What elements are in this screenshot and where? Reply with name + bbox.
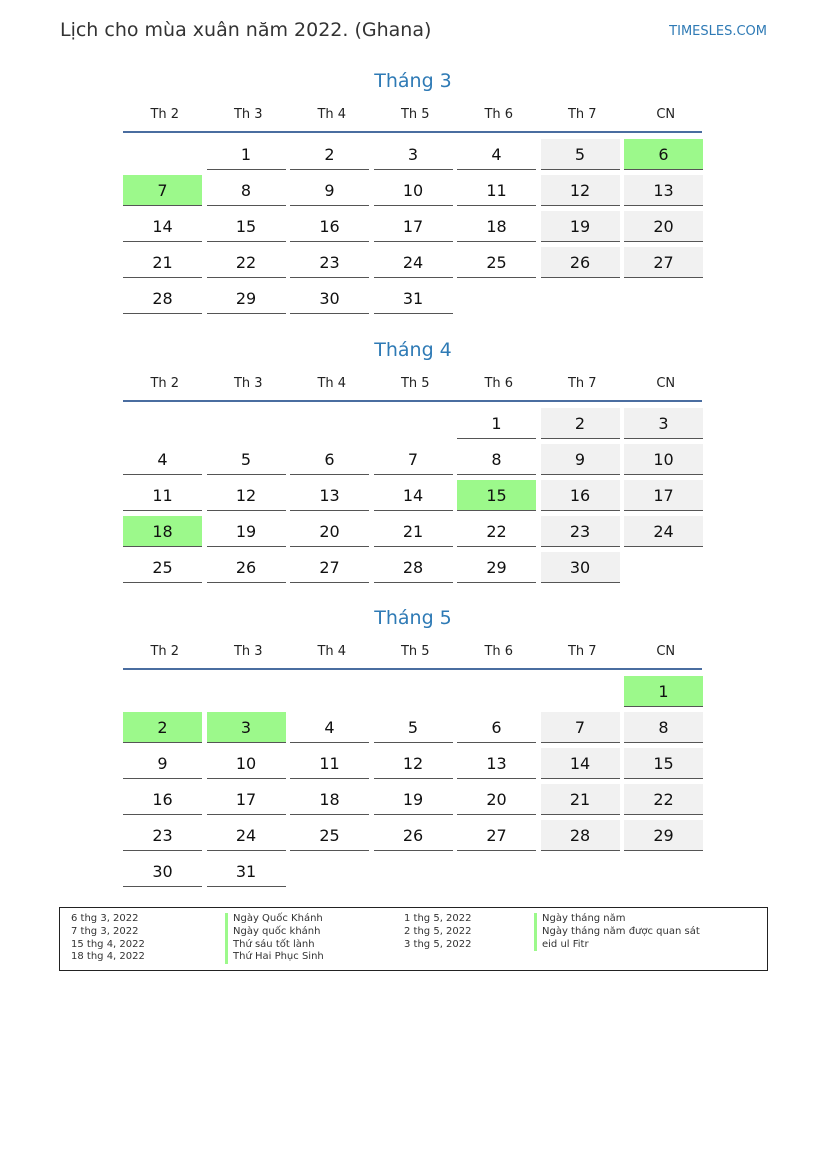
holiday-day[interactable]: 3 [207,712,286,743]
day-number[interactable]: 26 [374,820,453,851]
day-number[interactable]: 26 [207,552,286,583]
day-cell [541,245,625,281]
day-grid [123,674,703,890]
day-cell [457,406,541,442]
day-cell [624,782,708,818]
day-number[interactable]: 18 [457,211,536,242]
legend-date: 3 thg 5, 2022 [404,938,472,950]
day-cell [123,550,207,586]
day-number[interactable]: 10 [207,748,286,779]
day-cell [207,854,291,890]
day-cell [290,173,374,209]
legend-date: 2 thg 5, 2022 [404,925,472,937]
day-cell [624,674,708,710]
day-number[interactable]: 25 [457,247,536,278]
legend-holiday-name: Thứ Hai Phục Sinh [233,951,324,963]
legend-holiday-name: Ngày tháng năm [542,913,626,924]
day-number[interactable]: 17 [624,480,703,511]
legend-holiday-name: Thứ sáu tốt lành [233,938,315,950]
day-cell [457,746,541,782]
day-cell [457,442,541,478]
day-number[interactable]: 23 [541,516,620,547]
empty-cell [290,674,374,710]
day-cell [541,209,625,245]
day-number[interactable]: 31 [374,283,453,314]
day-cell [541,406,625,442]
day-cell [290,514,374,550]
weekday-label: Th 6 [484,376,514,391]
weekday-label: CN [656,376,676,391]
day-number[interactable]: 13 [290,480,369,511]
day-cell [541,442,625,478]
day-number[interactable]: 16 [290,211,369,242]
day-number[interactable]: 1 [207,139,286,170]
empty-cell [123,674,207,710]
day-cell [290,478,374,514]
day-number[interactable]: 2 [290,139,369,170]
legend-names-left [225,913,324,964]
weekday-label: Th 5 [400,107,430,122]
legend-date: 18 thg 4, 2022 [71,951,145,963]
day-number[interactable]: 8 [207,175,286,206]
day-number[interactable]: 12 [541,175,620,206]
day-number[interactable]: 14 [541,748,620,779]
weekday-header [123,635,703,669]
weekday-label: Th 3 [233,644,263,659]
day-cell [624,818,708,854]
day-cell [541,818,625,854]
day-number[interactable]: 27 [457,820,536,851]
day-cell [624,746,708,782]
day-number[interactable]: 26 [541,247,620,278]
day-number[interactable]: 1 [457,408,536,439]
day-cell [541,550,625,586]
day-number[interactable]: 30 [123,856,202,887]
day-number[interactable]: 13 [457,748,536,779]
day-number[interactable]: 9 [123,748,202,779]
day-number[interactable]: 22 [624,784,703,815]
day-cell [123,818,207,854]
day-number[interactable]: 10 [374,175,453,206]
weekday-header [123,367,703,401]
weekday-label: Th 2 [150,376,180,391]
day-number[interactable]: 16 [541,480,620,511]
day-number[interactable]: 9 [290,175,369,206]
day-cell [123,245,207,281]
day-grid [123,406,703,586]
holiday-day[interactable]: 18 [123,516,202,547]
day-cell [207,137,291,173]
day-number[interactable]: 25 [123,552,202,583]
month-title: Tháng 3 [374,70,452,92]
day-number[interactable]: 20 [624,211,703,242]
day-cell [290,782,374,818]
month-title: Tháng 5 [374,607,452,629]
weekday-label: Th 3 [233,376,263,391]
day-number[interactable]: 4 [290,712,369,743]
day-cell [541,746,625,782]
empty-cell [374,406,458,442]
day-cell [207,818,291,854]
day-cell [123,514,207,550]
day-grid [123,137,703,317]
day-cell [123,442,207,478]
day-number[interactable]: 24 [207,820,286,851]
day-cell [457,209,541,245]
month-calendar [123,68,703,317]
weekday-label: Th 5 [400,644,430,659]
day-number[interactable]: 30 [541,552,620,583]
weekday-label: Th 2 [150,107,180,122]
day-number[interactable]: 17 [207,784,286,815]
holiday-legend [59,907,768,971]
day-number[interactable]: 5 [374,712,453,743]
weekday-label: Th 5 [400,376,430,391]
day-number[interactable]: 4 [123,444,202,475]
day-number[interactable]: 15 [624,748,703,779]
day-number[interactable]: 7 [374,444,453,475]
month-calendar [123,605,703,890]
day-number[interactable]: 19 [541,211,620,242]
day-cell [624,442,708,478]
day-cell [207,746,291,782]
day-number[interactable]: 28 [123,283,202,314]
day-number[interactable]: 27 [290,552,369,583]
day-number[interactable]: 30 [290,283,369,314]
weekday-label: Th 7 [567,376,597,391]
empty-cell [290,406,374,442]
day-cell [457,245,541,281]
page-title: Lịch cho mùa xuân năm 2022. (Ghana) [60,19,432,41]
day-number[interactable]: 8 [457,444,536,475]
weekday-header [123,98,703,132]
day-cell [374,818,458,854]
legend-dates-right [404,913,472,951]
day-number[interactable]: 23 [123,820,202,851]
legend-date: 1 thg 5, 2022 [404,913,472,924]
day-number[interactable]: 14 [374,480,453,511]
day-cell [374,782,458,818]
day-number[interactable]: 20 [457,784,536,815]
day-cell [290,281,374,317]
day-cell [290,818,374,854]
legend-holiday-name: eid ul Fitr [542,938,589,950]
day-cell [207,478,291,514]
empty-cell [541,674,625,710]
day-cell [624,209,708,245]
day-cell [207,514,291,550]
day-cell [374,442,458,478]
day-cell [374,281,458,317]
day-cell [541,514,625,550]
day-cell [374,746,458,782]
day-cell [374,209,458,245]
day-number[interactable]: 24 [374,247,453,278]
day-cell [374,245,458,281]
legend-date: 7 thg 3, 2022 [71,925,139,937]
day-number[interactable]: 22 [457,516,536,547]
day-cell [207,173,291,209]
day-cell [374,137,458,173]
day-cell [123,854,207,890]
day-cell [541,782,625,818]
legend-date: 6 thg 3, 2022 [71,913,139,924]
weekday-label: Th 7 [567,644,597,659]
day-number[interactable]: 23 [290,247,369,278]
day-cell [457,173,541,209]
day-cell [207,442,291,478]
day-cell [457,818,541,854]
day-number[interactable]: 27 [624,247,703,278]
weekday-label: Th 4 [317,107,347,122]
day-number[interactable]: 11 [123,480,202,511]
day-cell [290,245,374,281]
day-cell [123,782,207,818]
empty-cell [123,137,207,173]
day-number[interactable]: 17 [374,211,453,242]
empty-cell [207,406,291,442]
legend-holiday-name: Ngày quốc khánh [233,925,321,937]
day-cell [457,782,541,818]
day-number[interactable]: 7 [541,712,620,743]
day-number[interactable]: 29 [207,283,286,314]
day-number[interactable]: 28 [374,552,453,583]
day-number[interactable]: 22 [207,247,286,278]
holiday-day[interactable]: 2 [123,712,202,743]
day-number[interactable]: 20 [290,516,369,547]
day-cell [374,550,458,586]
month-title: Tháng 4 [374,339,452,361]
legend-holiday-name: Ngày tháng năm được quan sát [542,925,700,937]
day-cell [290,550,374,586]
day-cell [207,782,291,818]
day-cell [457,550,541,586]
day-cell [290,442,374,478]
day-number[interactable]: 29 [457,552,536,583]
legend-names-right [534,913,700,951]
day-number[interactable]: 13 [624,175,703,206]
day-cell [290,710,374,746]
weekday-label: Th 4 [317,376,347,391]
day-cell [207,281,291,317]
day-cell [207,710,291,746]
day-cell [207,245,291,281]
site-link[interactable]: TIMESLES.COM [669,24,767,39]
day-number[interactable]: 21 [374,516,453,547]
day-number[interactable]: 3 [374,139,453,170]
day-cell [207,209,291,245]
day-cell [541,478,625,514]
day-cell [123,209,207,245]
weekday-label: Th 6 [484,107,514,122]
day-cell [624,137,708,173]
weekday-label: CN [656,107,676,122]
weekday-label: Th 6 [484,644,514,659]
day-number[interactable]: 19 [207,516,286,547]
day-number[interactable]: 9 [541,444,620,475]
day-number[interactable]: 18 [290,784,369,815]
day-cell [541,137,625,173]
day-cell [541,710,625,746]
day-cell [541,173,625,209]
day-cell [374,478,458,514]
day-number[interactable]: 19 [374,784,453,815]
day-cell [123,478,207,514]
weekday-label: Th 7 [567,107,597,122]
day-number[interactable]: 4 [457,139,536,170]
day-cell [624,514,708,550]
empty-cell [374,674,458,710]
weekday-label: Th 3 [233,107,263,122]
day-number[interactable]: 12 [207,480,286,511]
holiday-day[interactable]: 7 [123,175,202,206]
day-cell [457,137,541,173]
day-cell [123,746,207,782]
day-number[interactable]: 21 [541,784,620,815]
day-number[interactable]: 11 [290,748,369,779]
legend-holiday-name: Ngày Quốc Khánh [233,913,323,924]
day-cell [624,173,708,209]
day-cell [290,746,374,782]
empty-cell [457,674,541,710]
day-cell [374,173,458,209]
empty-cell [123,406,207,442]
legend-dates-left [71,913,145,964]
weekday-label: Th 2 [150,644,180,659]
day-cell [624,478,708,514]
day-number[interactable]: 8 [624,712,703,743]
holiday-day[interactable]: 1 [624,676,703,707]
day-number[interactable]: 12 [374,748,453,779]
day-cell [374,710,458,746]
day-cell [290,137,374,173]
holiday-day[interactable]: 15 [457,480,536,511]
day-number[interactable]: 6 [457,712,536,743]
day-number[interactable]: 5 [541,139,620,170]
day-cell [624,406,708,442]
day-number[interactable]: 16 [123,784,202,815]
day-number[interactable]: 10 [624,444,703,475]
day-number[interactable]: 29 [624,820,703,851]
day-cell [123,710,207,746]
day-number[interactable]: 31 [207,856,286,887]
day-cell [123,173,207,209]
day-number[interactable]: 15 [207,211,286,242]
day-number[interactable]: 25 [290,820,369,851]
day-number[interactable]: 6 [290,444,369,475]
day-cell [457,710,541,746]
day-cell [374,514,458,550]
day-cell [290,209,374,245]
day-number[interactable]: 11 [457,175,536,206]
month-calendar [123,337,703,586]
day-number[interactable]: 3 [624,408,703,439]
day-number[interactable]: 24 [624,516,703,547]
day-cell [207,550,291,586]
day-cell [624,245,708,281]
day-cell [123,281,207,317]
day-number[interactable]: 14 [123,211,202,242]
day-number[interactable]: 2 [541,408,620,439]
legend-date: 15 thg 4, 2022 [71,938,145,950]
day-number[interactable]: 5 [207,444,286,475]
day-number[interactable]: 28 [541,820,620,851]
empty-cell [207,674,291,710]
day-cell [457,514,541,550]
weekday-label: Th 4 [317,644,347,659]
day-number[interactable]: 21 [123,247,202,278]
day-cell [624,710,708,746]
holiday-day[interactable]: 6 [624,139,703,170]
weekday-label: CN [656,644,676,659]
day-cell [457,478,541,514]
